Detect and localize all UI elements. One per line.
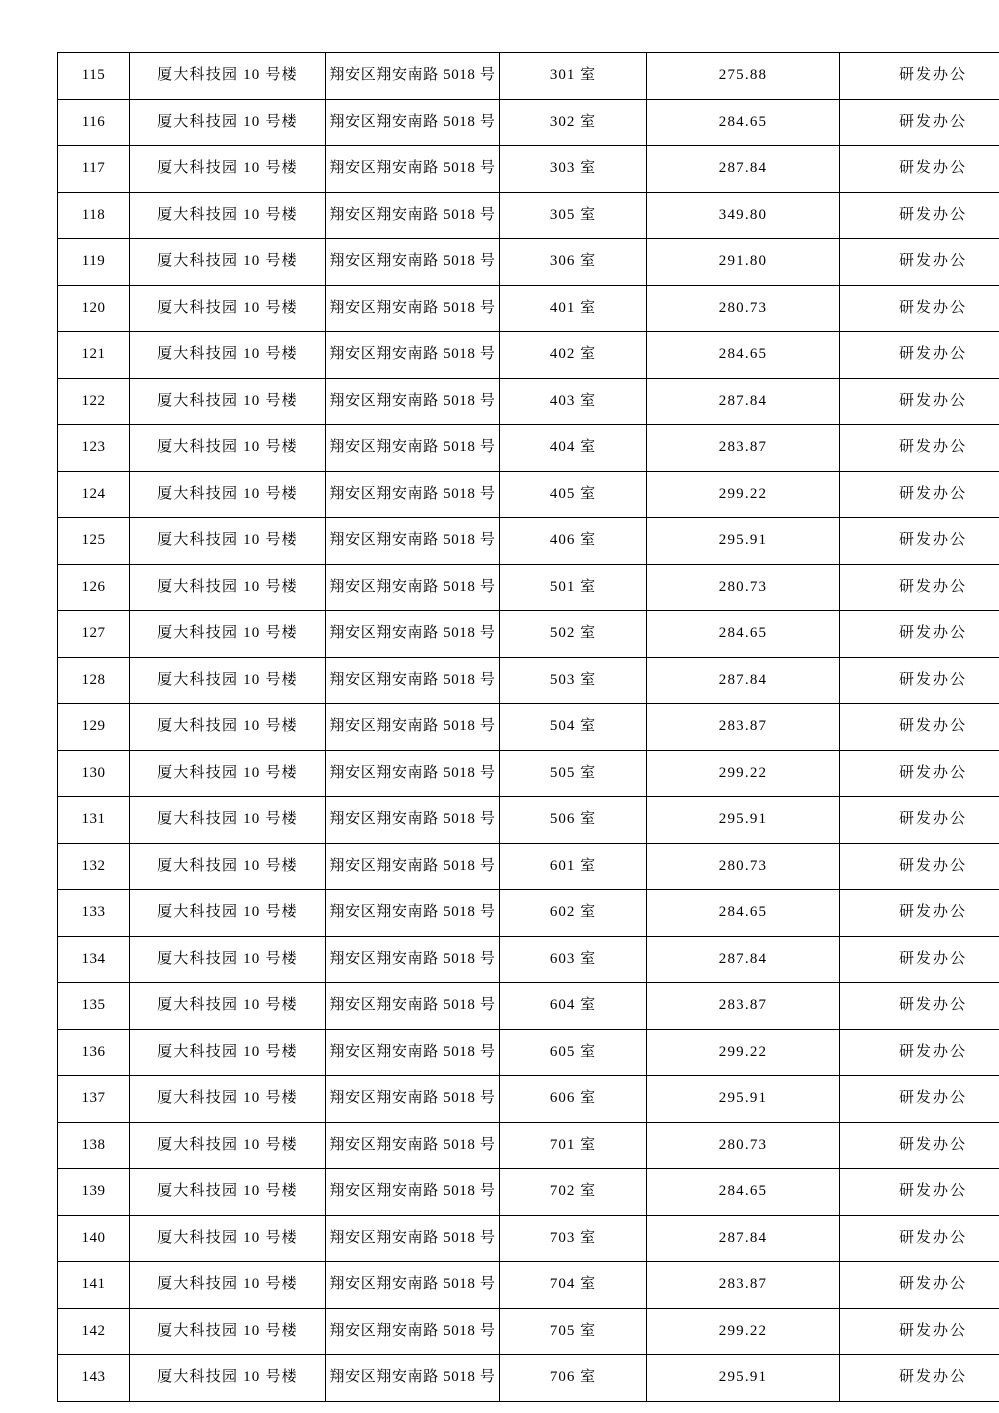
cell-usage: 研发办公: [840, 611, 999, 658]
cell-building-name: 厦大科技园 10 号楼: [130, 657, 326, 704]
cell-area: 284.65: [647, 611, 840, 658]
cell-usage: 研发办公: [840, 378, 999, 425]
cell-building-name: 厦大科技园 10 号楼: [130, 378, 326, 425]
table-row: [58, 657, 999, 704]
cell-index: 142: [58, 1308, 130, 1355]
cell-usage: 研发办公: [840, 890, 999, 937]
cell-index: 140: [58, 1215, 130, 1262]
property-listing-table: [57, 52, 999, 1402]
cell-room-number: 405 室: [500, 471, 647, 518]
cell-area: 295.91: [647, 797, 840, 844]
cell-index: 130: [58, 750, 130, 797]
cell-area: 291.80: [647, 239, 840, 286]
cell-area: 280.73: [647, 1122, 840, 1169]
cell-area: 284.65: [647, 1169, 840, 1216]
cell-usage: 研发办公: [840, 797, 999, 844]
cell-address: 翔安区翔安南路 5018 号: [326, 750, 500, 797]
cell-index: 124: [58, 471, 130, 518]
cell-index: 138: [58, 1122, 130, 1169]
cell-area: 299.22: [647, 471, 840, 518]
cell-address: 翔安区翔安南路 5018 号: [326, 1169, 500, 1216]
cell-address: 翔安区翔安南路 5018 号: [326, 1029, 500, 1076]
cell-address: 翔安区翔安南路 5018 号: [326, 146, 500, 193]
cell-index: 133: [58, 890, 130, 937]
cell-area: 284.65: [647, 890, 840, 937]
cell-area: 287.84: [647, 1215, 840, 1262]
cell-room-number: 701 室: [500, 1122, 647, 1169]
cell-room-number: 404 室: [500, 425, 647, 472]
table-row: [58, 332, 999, 379]
cell-area: 284.65: [647, 99, 840, 146]
cell-room-number: 305 室: [500, 192, 647, 239]
cell-area: 283.87: [647, 425, 840, 472]
cell-building-name: 厦大科技园 10 号楼: [130, 1076, 326, 1123]
table-row: [58, 797, 999, 844]
cell-area: 299.22: [647, 1308, 840, 1355]
cell-room-number: 706 室: [500, 1355, 647, 1402]
table-row: [58, 983, 999, 1030]
cell-area: 284.65: [647, 332, 840, 379]
table-row: [58, 518, 999, 565]
cell-room-number: 605 室: [500, 1029, 647, 1076]
cell-usage: 研发办公: [840, 425, 999, 472]
cell-room-number: 501 室: [500, 564, 647, 611]
cell-address: 翔安区翔安南路 5018 号: [326, 285, 500, 332]
cell-building-name: 厦大科技园 10 号楼: [130, 471, 326, 518]
cell-area: 280.73: [647, 285, 840, 332]
cell-address: 翔安区翔安南路 5018 号: [326, 192, 500, 239]
cell-address: 翔安区翔安南路 5018 号: [326, 1076, 500, 1123]
cell-usage: 研发办公: [840, 936, 999, 983]
cell-index: 129: [58, 704, 130, 751]
cell-building-name: 厦大科技园 10 号楼: [130, 1355, 326, 1402]
cell-room-number: 704 室: [500, 1262, 647, 1309]
cell-building-name: 厦大科技园 10 号楼: [130, 983, 326, 1030]
cell-address: 翔安区翔安南路 5018 号: [326, 99, 500, 146]
cell-address: 翔安区翔安南路 5018 号: [326, 378, 500, 425]
cell-index: 117: [58, 146, 130, 193]
cell-area: 287.84: [647, 146, 840, 193]
cell-index: 143: [58, 1355, 130, 1402]
cell-area: 299.22: [647, 1029, 840, 1076]
cell-building-name: 厦大科技园 10 号楼: [130, 750, 326, 797]
table-row: [58, 378, 999, 425]
table-row: [58, 1076, 999, 1123]
cell-address: 翔安区翔安南路 5018 号: [326, 1355, 500, 1402]
cell-address: 翔安区翔安南路 5018 号: [326, 564, 500, 611]
cell-room-number: 602 室: [500, 890, 647, 937]
cell-building-name: 厦大科技园 10 号楼: [130, 1169, 326, 1216]
cell-building-name: 厦大科技园 10 号楼: [130, 936, 326, 983]
cell-area: 295.91: [647, 518, 840, 565]
cell-room-number: 303 室: [500, 146, 647, 193]
cell-area: 299.22: [647, 750, 840, 797]
table-row: [58, 611, 999, 658]
cell-address: 翔安区翔安南路 5018 号: [326, 332, 500, 379]
cell-usage: 研发办公: [840, 1262, 999, 1309]
cell-index: 127: [58, 611, 130, 658]
cell-index: 136: [58, 1029, 130, 1076]
table-row: [58, 890, 999, 937]
cell-building-name: 厦大科技园 10 号楼: [130, 1029, 326, 1076]
cell-building-name: 厦大科技园 10 号楼: [130, 1215, 326, 1262]
cell-index: 122: [58, 378, 130, 425]
cell-room-number: 503 室: [500, 657, 647, 704]
cell-address: 翔安区翔安南路 5018 号: [326, 1122, 500, 1169]
table-row: [58, 1308, 999, 1355]
cell-usage: 研发办公: [840, 518, 999, 565]
cell-address: 翔安区翔安南路 5018 号: [326, 611, 500, 658]
cell-building-name: 厦大科技园 10 号楼: [130, 146, 326, 193]
cell-address: 翔安区翔安南路 5018 号: [326, 425, 500, 472]
cell-room-number: 702 室: [500, 1169, 647, 1216]
cell-usage: 研发办公: [840, 146, 999, 193]
cell-building-name: 厦大科技园 10 号楼: [130, 890, 326, 937]
cell-index: 123: [58, 425, 130, 472]
table-row: [58, 239, 999, 286]
cell-area: 283.87: [647, 1262, 840, 1309]
cell-usage: 研发办公: [840, 843, 999, 890]
cell-building-name: 厦大科技园 10 号楼: [130, 425, 326, 472]
cell-usage: 研发办公: [840, 471, 999, 518]
cell-usage: 研发办公: [840, 1122, 999, 1169]
cell-area: 283.87: [647, 983, 840, 1030]
cell-address: 翔安区翔安南路 5018 号: [326, 936, 500, 983]
cell-index: 141: [58, 1262, 130, 1309]
cell-room-number: 505 室: [500, 750, 647, 797]
cell-usage: 研发办公: [840, 704, 999, 751]
cell-building-name: 厦大科技园 10 号楼: [130, 285, 326, 332]
cell-room-number: 402 室: [500, 332, 647, 379]
cell-address: 翔安区翔安南路 5018 号: [326, 890, 500, 937]
cell-index: 128: [58, 657, 130, 704]
table-row: [58, 1169, 999, 1216]
cell-address: 翔安区翔安南路 5018 号: [326, 843, 500, 890]
cell-building-name: 厦大科技园 10 号楼: [130, 611, 326, 658]
cell-room-number: 302 室: [500, 99, 647, 146]
cell-address: 翔安区翔安南路 5018 号: [326, 797, 500, 844]
cell-room-number: 306 室: [500, 239, 647, 286]
cell-usage: 研发办公: [840, 1029, 999, 1076]
table-body: [58, 53, 999, 1402]
cell-index: 139: [58, 1169, 130, 1216]
cell-usage: 研发办公: [840, 1308, 999, 1355]
cell-building-name: 厦大科技园 10 号楼: [130, 239, 326, 286]
table-row: [58, 471, 999, 518]
table-row: [58, 1355, 999, 1402]
table-row: [58, 285, 999, 332]
cell-room-number: 403 室: [500, 378, 647, 425]
table-row: [58, 1122, 999, 1169]
cell-room-number: 705 室: [500, 1308, 647, 1355]
cell-area: 283.87: [647, 704, 840, 751]
cell-area: 295.91: [647, 1076, 840, 1123]
cell-room-number: 502 室: [500, 611, 647, 658]
cell-usage: 研发办公: [840, 983, 999, 1030]
cell-address: 翔安区翔安南路 5018 号: [326, 657, 500, 704]
table-row: [58, 425, 999, 472]
cell-address: 翔安区翔安南路 5018 号: [326, 1308, 500, 1355]
cell-usage: 研发办公: [840, 285, 999, 332]
table-row: [58, 99, 999, 146]
cell-building-name: 厦大科技园 10 号楼: [130, 843, 326, 890]
cell-room-number: 506 室: [500, 797, 647, 844]
cell-usage: 研发办公: [840, 332, 999, 379]
cell-building-name: 厦大科技园 10 号楼: [130, 99, 326, 146]
table-row: [58, 750, 999, 797]
cell-area: 287.84: [647, 378, 840, 425]
cell-address: 翔安区翔安南路 5018 号: [326, 1262, 500, 1309]
cell-room-number: 504 室: [500, 704, 647, 751]
cell-usage: 研发办公: [840, 1355, 999, 1402]
cell-building-name: 厦大科技园 10 号楼: [130, 797, 326, 844]
cell-index: 126: [58, 564, 130, 611]
cell-area: 295.91: [647, 1355, 840, 1402]
cell-index: 132: [58, 843, 130, 890]
cell-building-name: 厦大科技园 10 号楼: [130, 1122, 326, 1169]
cell-index: 131: [58, 797, 130, 844]
cell-index: 119: [58, 239, 130, 286]
cell-area: 280.73: [647, 843, 840, 890]
cell-index: 120: [58, 285, 130, 332]
cell-usage: 研发办公: [840, 1215, 999, 1262]
table-row: [58, 146, 999, 193]
cell-usage: 研发办公: [840, 657, 999, 704]
cell-address: 翔安区翔安南路 5018 号: [326, 53, 500, 100]
table-row: [58, 843, 999, 890]
cell-address: 翔安区翔安南路 5018 号: [326, 704, 500, 751]
cell-room-number: 601 室: [500, 843, 647, 890]
cell-index: 135: [58, 983, 130, 1030]
cell-address: 翔安区翔安南路 5018 号: [326, 239, 500, 286]
cell-room-number: 406 室: [500, 518, 647, 565]
table-row: [58, 704, 999, 751]
cell-building-name: 厦大科技园 10 号楼: [130, 1308, 326, 1355]
cell-usage: 研发办公: [840, 750, 999, 797]
cell-address: 翔安区翔安南路 5018 号: [326, 471, 500, 518]
cell-index: 115: [58, 53, 130, 100]
cell-index: 125: [58, 518, 130, 565]
cell-room-number: 401 室: [500, 285, 647, 332]
cell-building-name: 厦大科技园 10 号楼: [130, 1262, 326, 1309]
cell-area: 275.88: [647, 53, 840, 100]
cell-usage: 研发办公: [840, 1169, 999, 1216]
table-row: [58, 1262, 999, 1309]
cell-room-number: 301 室: [500, 53, 647, 100]
cell-address: 翔安区翔安南路 5018 号: [326, 518, 500, 565]
cell-usage: 研发办公: [840, 239, 999, 286]
cell-address: 翔安区翔安南路 5018 号: [326, 1215, 500, 1262]
table-row: [58, 1215, 999, 1262]
table-row: [58, 1029, 999, 1076]
table-row: [58, 192, 999, 239]
cell-room-number: 606 室: [500, 1076, 647, 1123]
cell-building-name: 厦大科技园 10 号楼: [130, 518, 326, 565]
cell-room-number: 703 室: [500, 1215, 647, 1262]
cell-usage: 研发办公: [840, 53, 999, 100]
cell-area: 287.84: [647, 936, 840, 983]
table-row: [58, 936, 999, 983]
cell-usage: 研发办公: [840, 564, 999, 611]
cell-room-number: 604 室: [500, 983, 647, 1030]
cell-building-name: 厦大科技园 10 号楼: [130, 192, 326, 239]
cell-building-name: 厦大科技园 10 号楼: [130, 704, 326, 751]
cell-index: 116: [58, 99, 130, 146]
cell-index: 137: [58, 1076, 130, 1123]
cell-building-name: 厦大科技园 10 号楼: [130, 53, 326, 100]
table-row: [58, 53, 999, 100]
cell-index: 134: [58, 936, 130, 983]
cell-building-name: 厦大科技园 10 号楼: [130, 564, 326, 611]
cell-usage: 研发办公: [840, 1076, 999, 1123]
cell-usage: 研发办公: [840, 99, 999, 146]
cell-building-name: 厦大科技园 10 号楼: [130, 332, 326, 379]
cell-address: 翔安区翔安南路 5018 号: [326, 983, 500, 1030]
cell-area: 349.80: [647, 192, 840, 239]
table-row: [58, 564, 999, 611]
cell-room-number: 603 室: [500, 936, 647, 983]
cell-usage: 研发办公: [840, 192, 999, 239]
cell-index: 118: [58, 192, 130, 239]
cell-area: 280.73: [647, 564, 840, 611]
cell-index: 121: [58, 332, 130, 379]
cell-area: 287.84: [647, 657, 840, 704]
